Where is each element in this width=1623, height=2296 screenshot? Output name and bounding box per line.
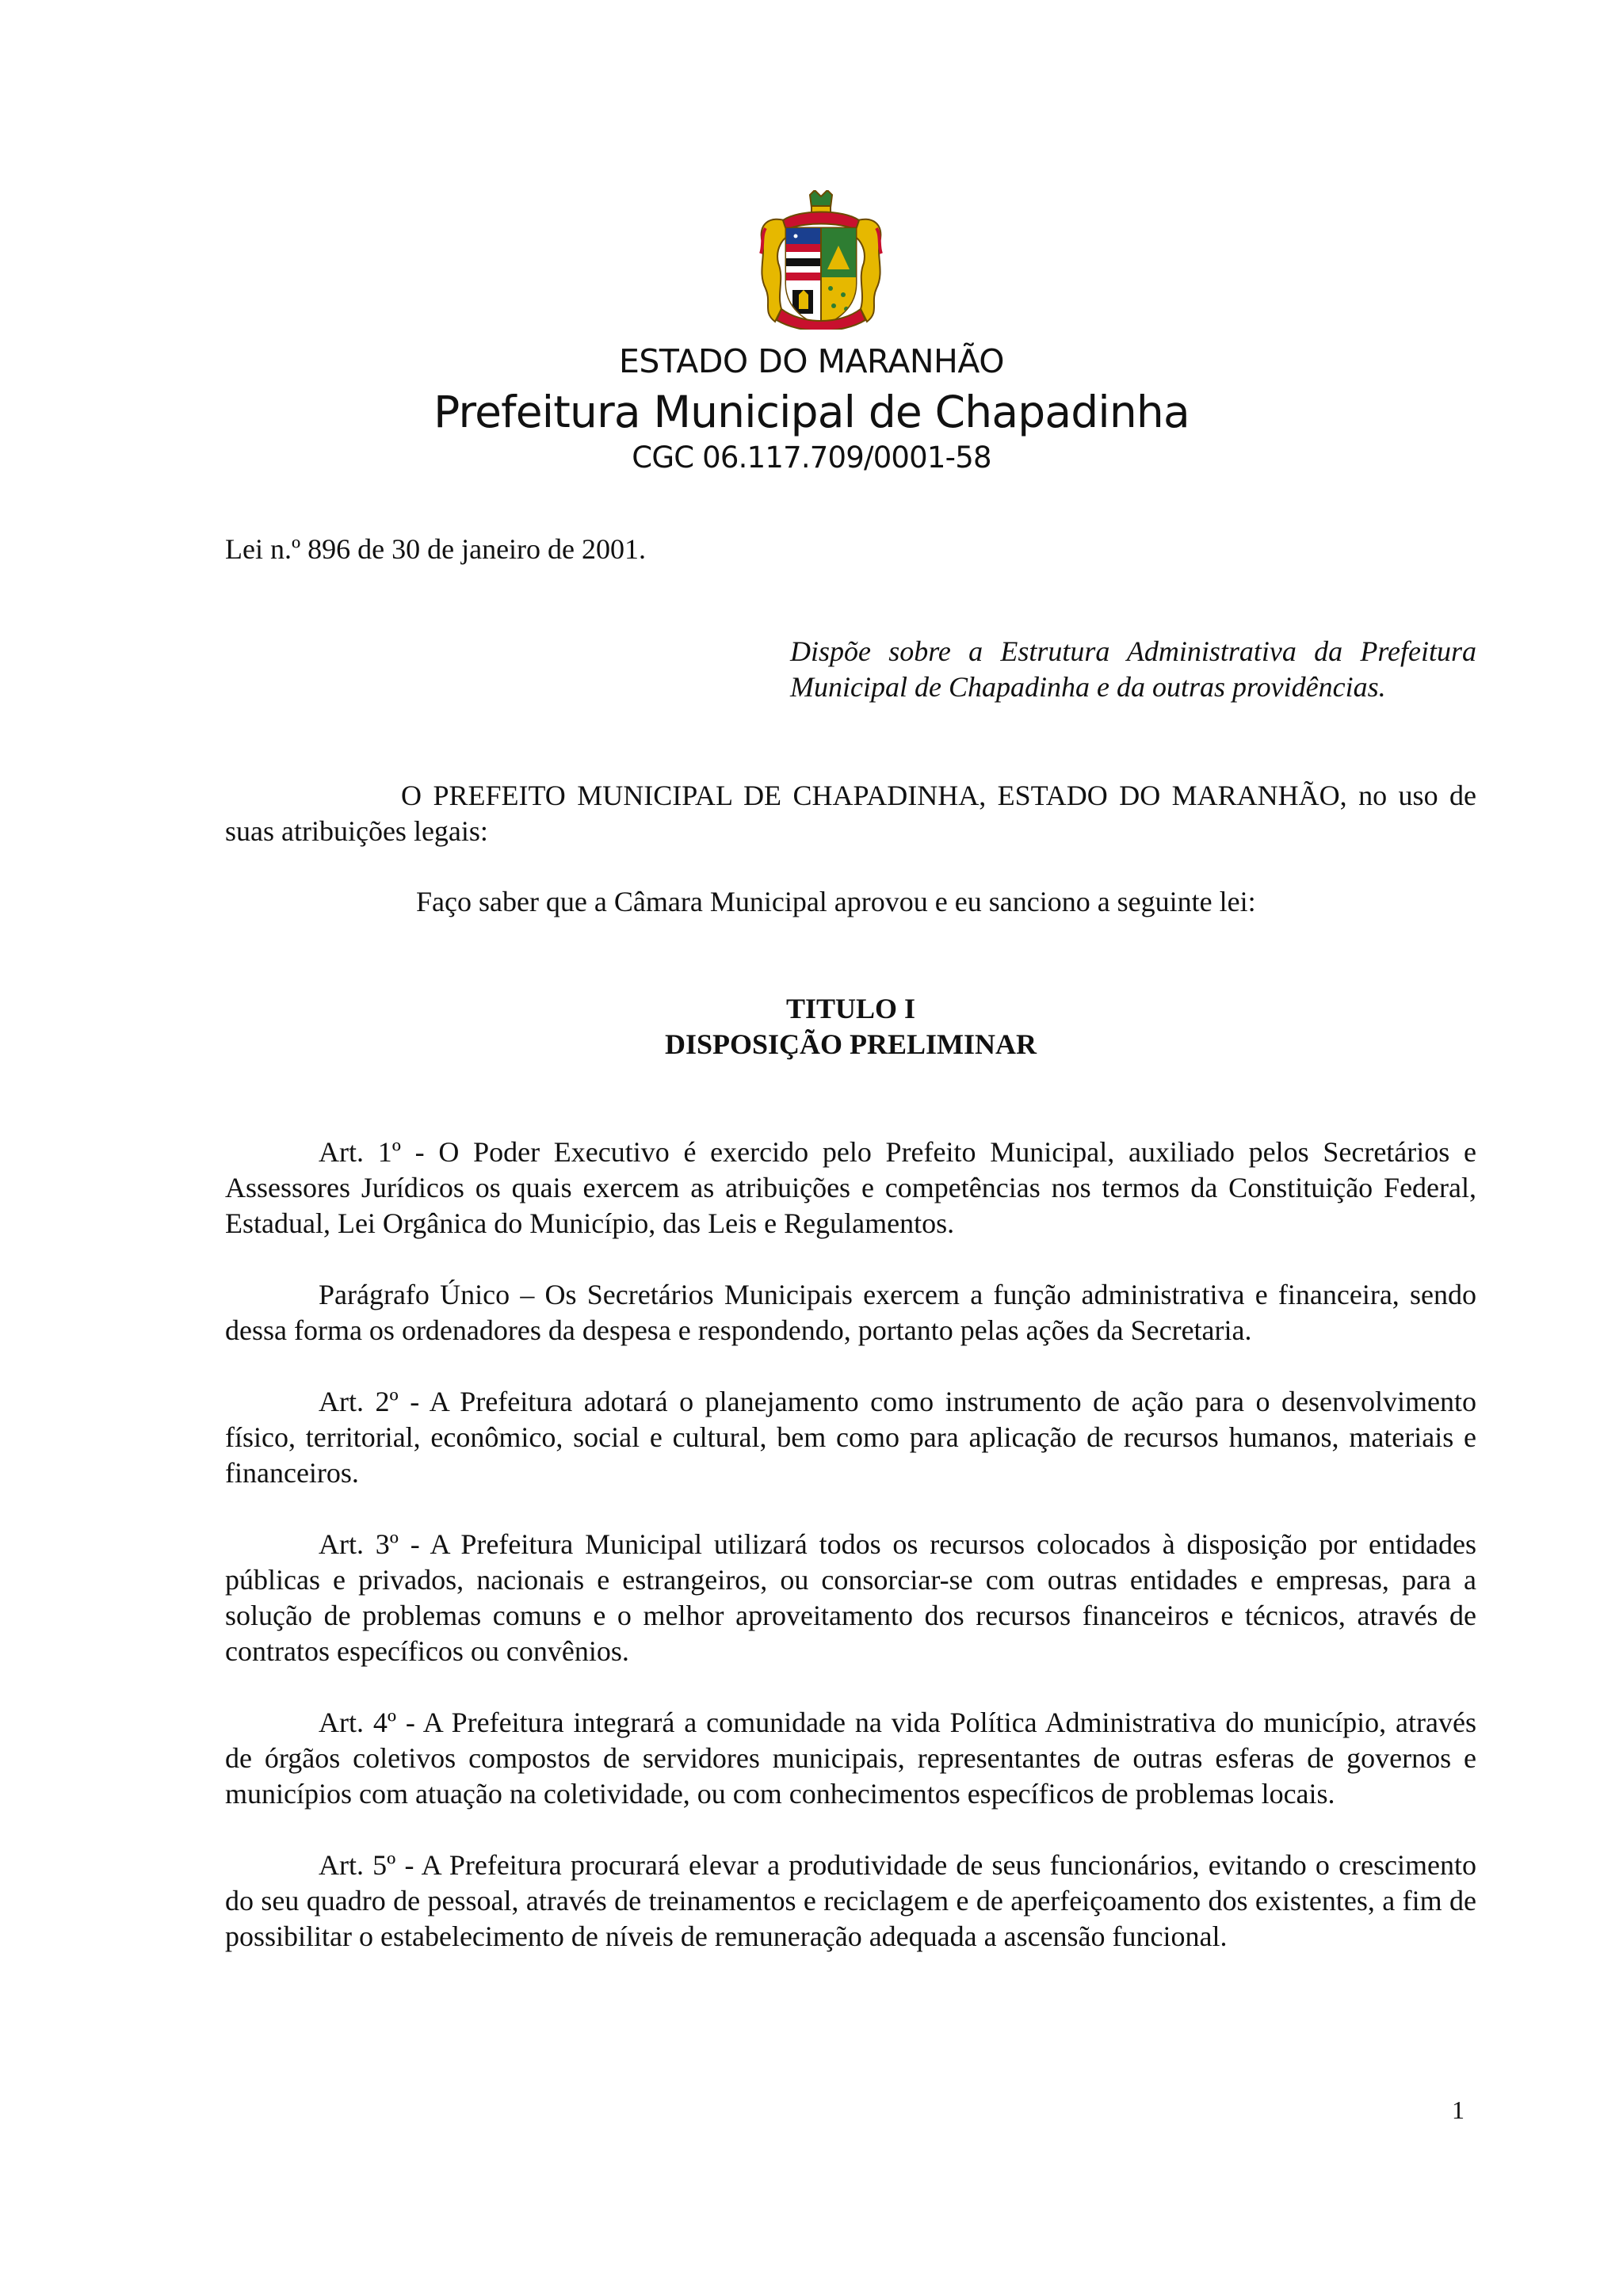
letterhead-state: ESTADO DO MARANHÃO (619, 342, 1004, 380)
article-5: Art. 5º - A Prefeitura procurará elevar a produtividade de seus funcionários, evitando o crescimento do seu quadro de pessoal, através de treinamentos e reciclagem e de aperfeiçoamento dos existentes, a fim de possibilitar o estabelecimento de níveis de remuneração adequada a ascensão funcional. (225, 1849, 1476, 1952)
law-number: Lei n.º 896 de 30 de janeiro de 2001. (225, 533, 647, 565)
article-4: Art. 4º - A Prefeitura integrará a comunidade na vida Política Administrativa do município, através de órgãos coletivos compostos de servidores municipais, representantes de outras esferas de governos e municípios com atuação na coletividade, ou com conhecimentos específicos de problemas locais. (225, 1707, 1476, 1810)
articles-section (225, 1135, 1476, 1990)
coat-of-arms-icon (754, 190, 888, 330)
law-summary: Dispõe sobre a Estrutura Administrativa da Prefeitura Municipal de Chapadinha e da outras providências. (790, 635, 1476, 703)
letterhead-cgc: CGC 06.117.709/0001-58 (632, 441, 991, 475)
page-number: 1 (1452, 2096, 1465, 2124)
title-number: TITULO I (785, 993, 916, 1024)
letterhead-city-hall: Prefeitura Municipal de Chapadinha (433, 387, 1190, 437)
article-1: Art. 1º - O Poder Executivo é exercido pelo Prefeito Municipal, auxiliado pelos Secretários e Assessores Jurídicos os quais exercem as atribuições e competências nos termos da Constituição Federal, Estadual, Lei Orgânica do Município, das Leis e Regulamentos. (225, 1136, 1476, 1239)
article-2: Art. 2º - A Prefeitura adotará o planejamento como instrumento de ação para o desenvolvimento físico, territorial, econômico, social e cultural, bem como para aplicação de recursos humanos, materiais e financeiros. (225, 1386, 1476, 1489)
article-3: Art. 3º - A Prefeitura Municipal utilizará todos os recursos colocados à disposição por entidades públicas e privados, nacionais e estrangeiros, ou consorciar-se com outras entidades e empresas, para a solução de problemas comuns e o melhor aproveitamento dos recursos financeiros e técnicos, através de contratos específicos ou convênios. (225, 1528, 1476, 1667)
enactment-clause: Faço saber que a Câmara Municipal aprovou e eu sanciono a seguinte lei: (416, 886, 1256, 917)
title-heading (225, 991, 1476, 1062)
article-1-sole-paragraph: Parágrafo Único – Os Secretários Municipais exercem a função administrativa e financeira, sendo dessa forma os ordenadores da despesa e respondendo, portanto pelas ações da Secretaria. (225, 1279, 1476, 1346)
title-name: DISPOSIÇÃO PRELIMINAR (664, 1028, 1037, 1060)
preamble: O PREFEITO MUNICIPAL DE CHAPADINHA, ESTADO DO MARANHÃO, no uso de suas atribuições legais: (225, 780, 1476, 847)
